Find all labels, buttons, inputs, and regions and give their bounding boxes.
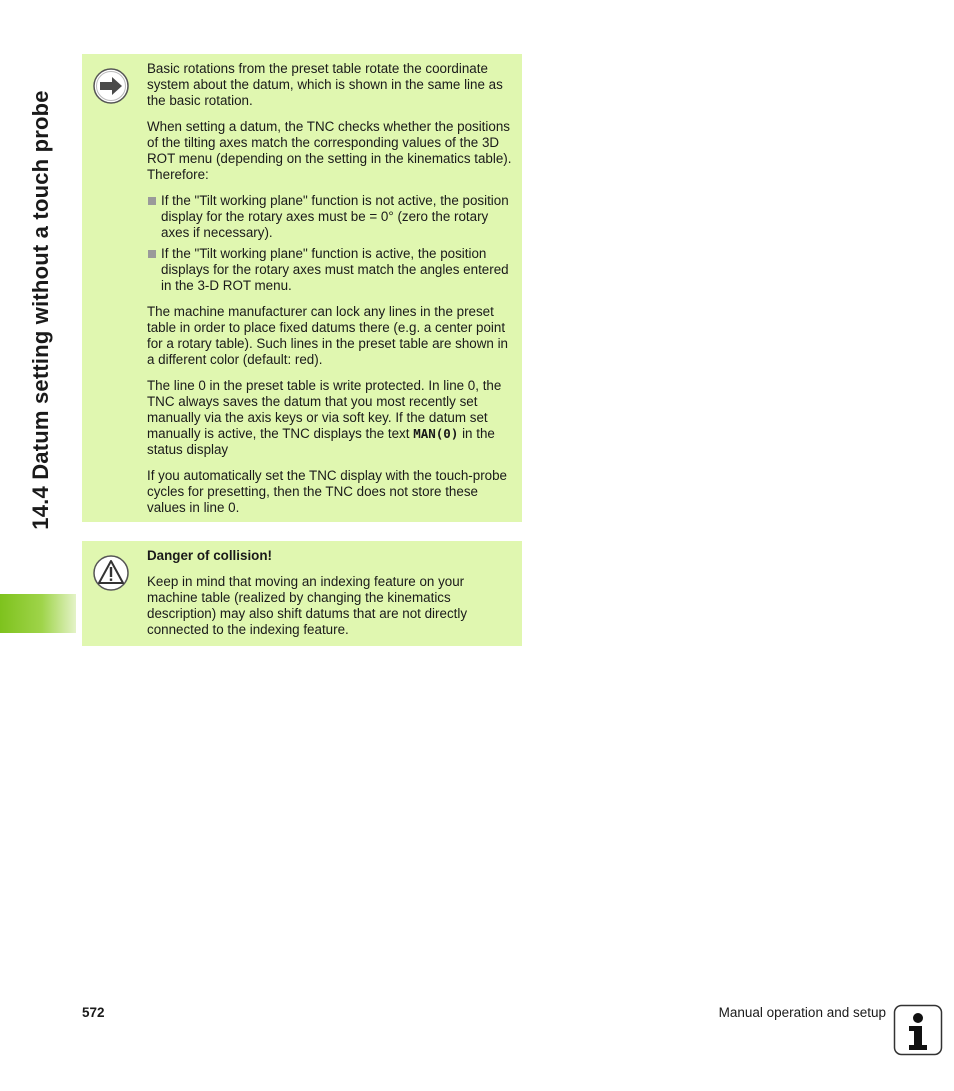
info-paragraph-3: The machine manufacturer can lock any lines in the preset table in order to place fixed datums there (e.g. a center point for a rotary table). Such lines in the preset table are shown in a different color (default: red). (147, 304, 508, 367)
warning-paragraph: Keep in mind that moving an indexing feature on your machine table (realized by changing the kinematics description) may also shift datums that are not directly connected to the indexing feature. (147, 574, 468, 637)
page-number: 572 (82, 1005, 105, 1020)
info-paragraph-1: Basic rotations from the preset table rotate the coordinate system about the datum, which is shown in the same line as the basic rotation. (147, 61, 503, 108)
warning-triangle-icon (92, 554, 130, 592)
warning-heading: Danger of collision! (147, 548, 272, 563)
info-icon (893, 1004, 943, 1056)
list-item: If the "Tilt working plane" function is not active, the position display for the rotary axes must be = 0° (zero the rotary axes if necessary). (147, 193, 512, 241)
paragraph-text: The line 0 in the preset table is write protected. In line 0, the TNC always saves the datum that you most recently set manually via the axis keys or via soft key. If the datum set manually is active, the TNC displays the text (147, 378, 502, 441)
info-bullet-list (147, 193, 512, 294)
section-title-text: 14.4 Datum setting without a touch probe (28, 90, 53, 530)
chapter-tab (0, 594, 76, 633)
list-item: If the "Tilt working plane" function is active, the position displays for the rotary axes must match the angles entered in the 3-D ROT menu. (147, 246, 512, 294)
info-paragraph-2: When setting a datum, the TNC checks whether the positions of the tilting axes match the corresponding values of the 3D ROT menu (depending on the setting in the kinematics table). Therefore: (147, 119, 512, 182)
info-paragraph-5: If you automatically set the TNC display with the touch-probe cycles for presetting, then the TNC does not store these values in line 0. (147, 468, 507, 515)
chapter-name: Manual operation and setup (718, 1005, 886, 1020)
info-note-text (147, 61, 512, 526)
warning-note (82, 541, 522, 646)
arrow-right-icon (92, 67, 130, 105)
info-paragraph-4 (147, 378, 512, 458)
section-title (12, 50, 70, 570)
warning-note-text (147, 548, 512, 648)
info-note (82, 54, 522, 522)
status-code: MAN(0) (413, 426, 459, 441)
paragraph-text: in the status display (147, 426, 495, 457)
